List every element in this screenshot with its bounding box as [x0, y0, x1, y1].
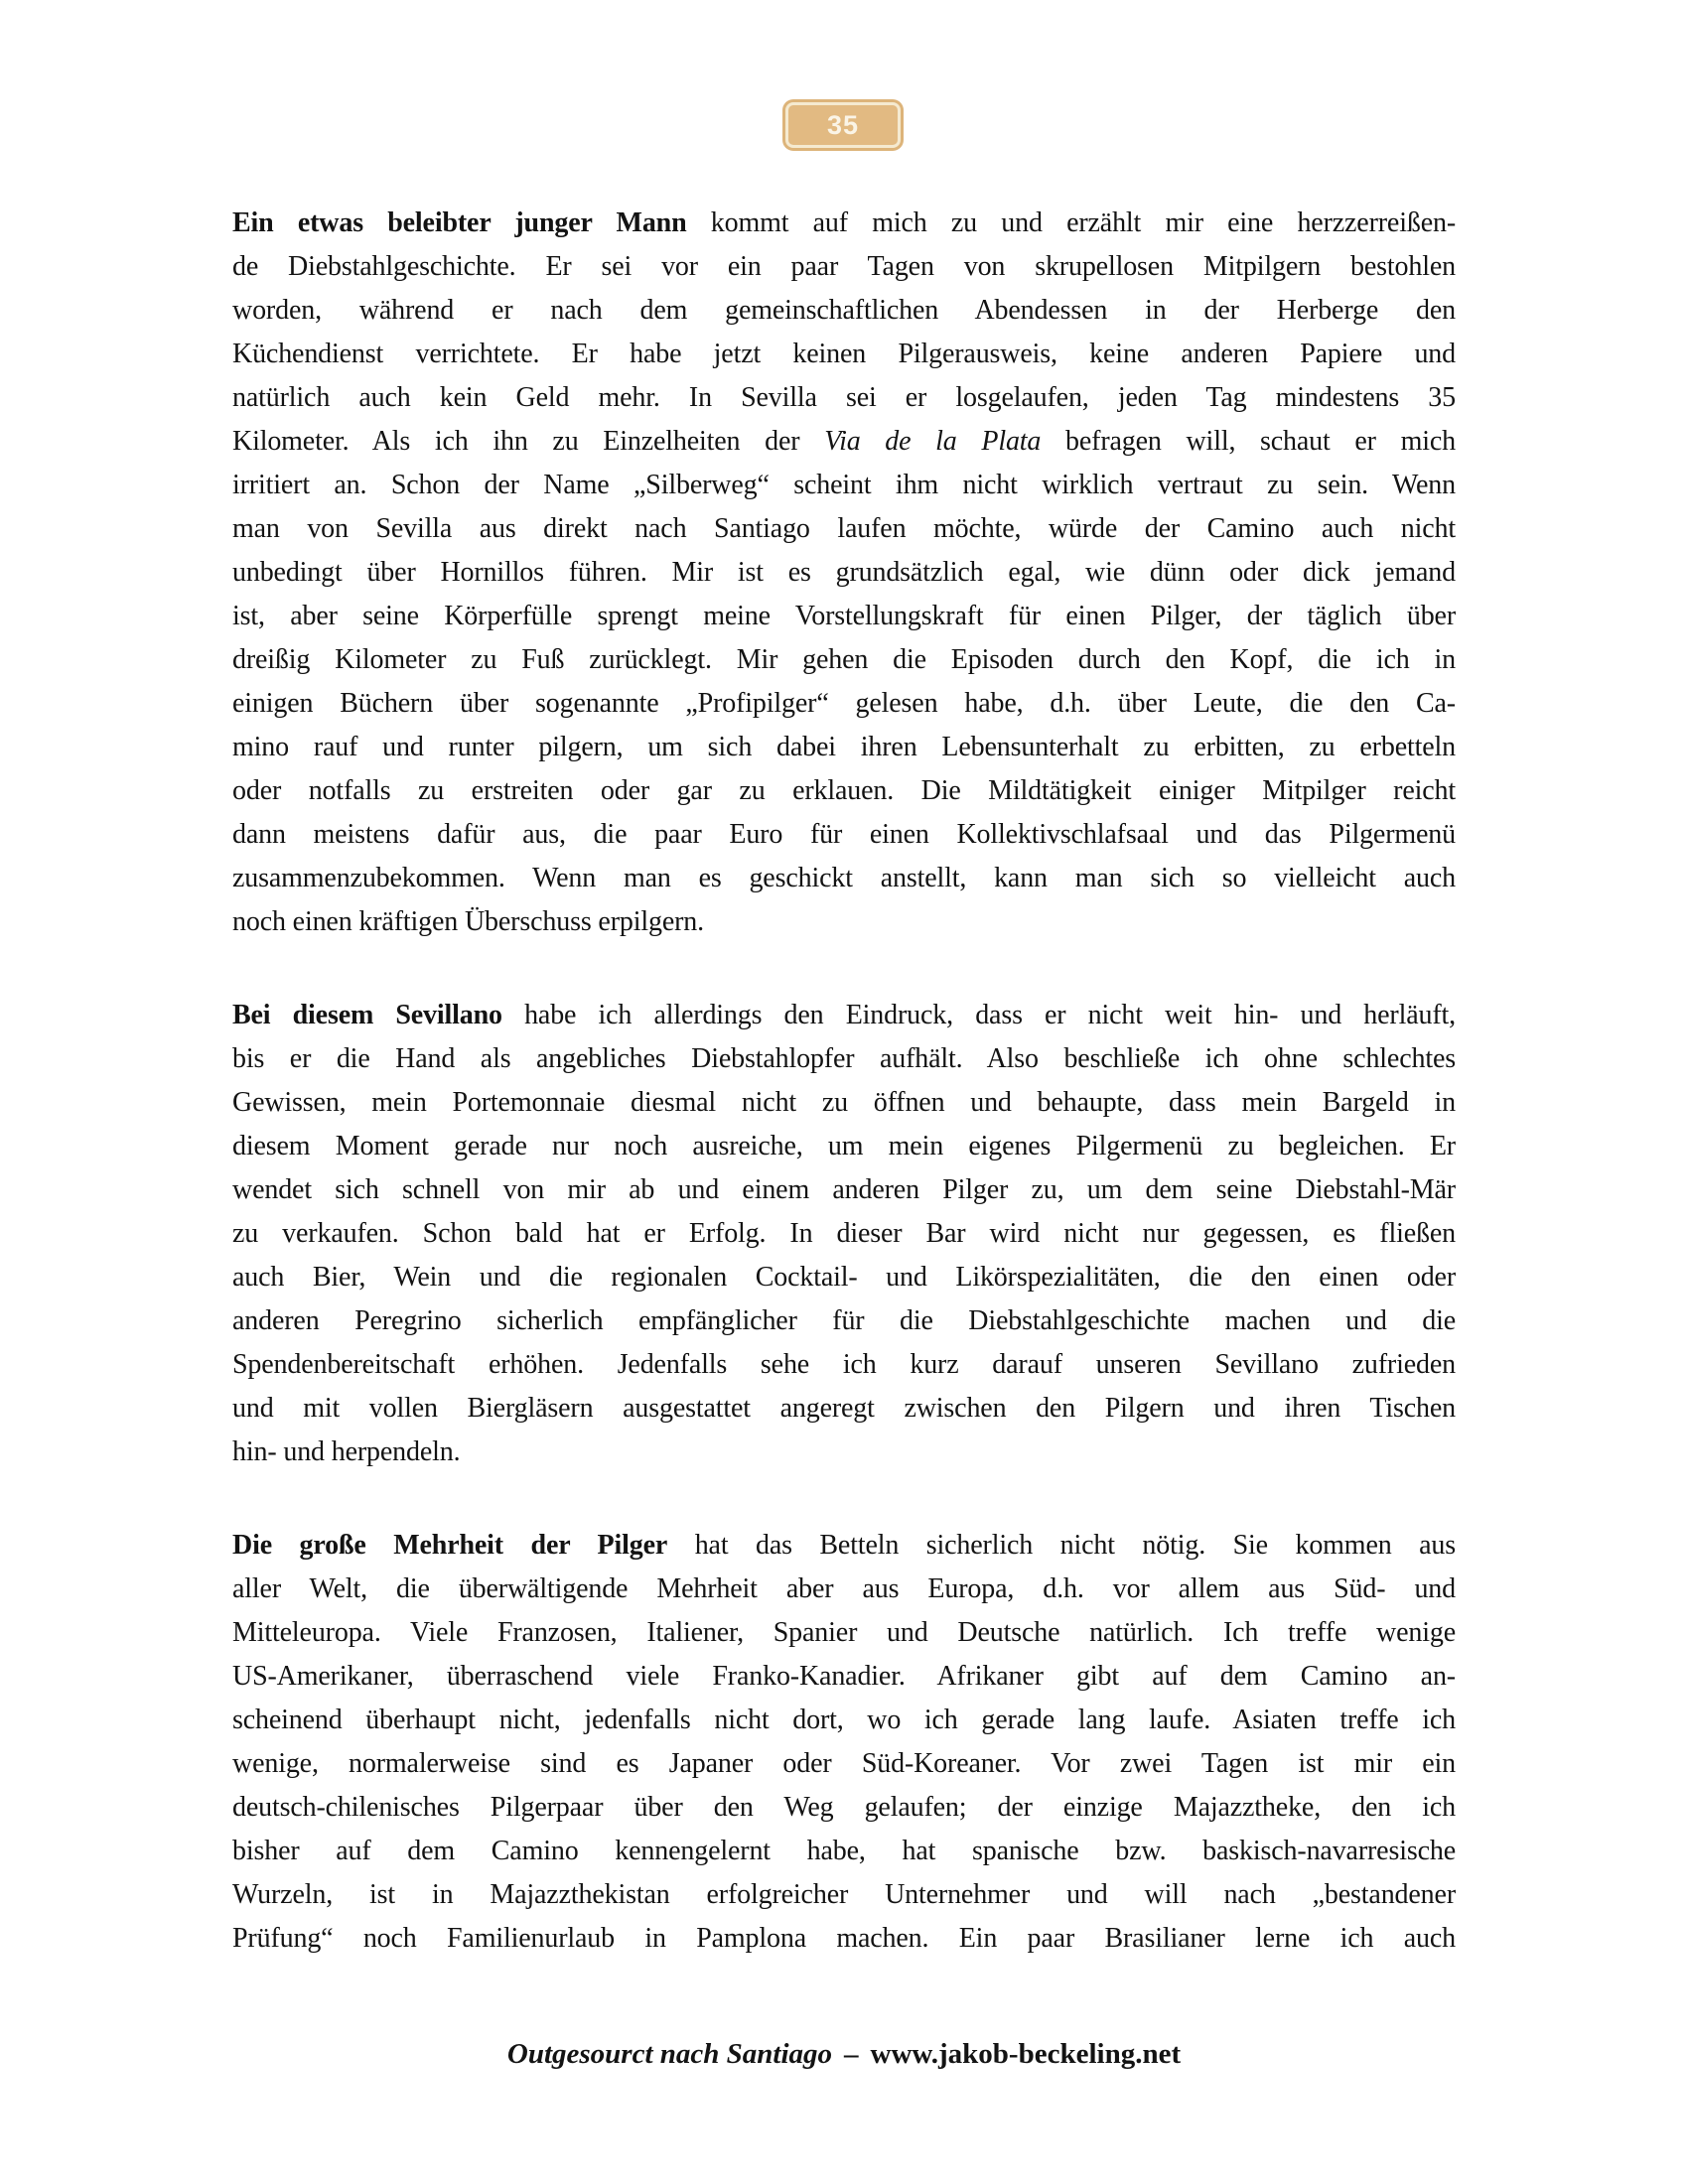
body-text: scheinend überhaupt nicht, jedenfalls nicht dort, wo ich gerade lang laufe. Asiaten treffe ich [232, 1705, 1456, 1735]
text-line [232, 1125, 1456, 1168]
page-number-badge [785, 102, 901, 148]
text-line [232, 551, 1456, 595]
body-text: Prüfung“ noch Familienurlaub in Pamplona machen. Ein paar Brasilianer lerne ich auch [232, 1923, 1456, 1954]
body-text: kommt auf mich zu und erzählt mir eine herzzerreißen- [686, 207, 1456, 238]
body-text: habe ich allerdings den Eindruck, dass er nicht weit hin- und herläuft, [501, 1000, 1456, 1030]
paragraph [232, 202, 1456, 944]
text-line [232, 1256, 1456, 1299]
body-text: Mitteleuropa. Viele Franzosen, Italiener, Spanier und Deutsche natürlich. Ich treffe wenige [232, 1617, 1456, 1648]
text-line [232, 813, 1456, 857]
footer-separator: – [844, 2038, 859, 2070]
body-text: und mit vollen Biergläsern ausgestattet angeregt zwischen den Pilgern und ihren Tischen [232, 1393, 1456, 1424]
text-line [232, 1830, 1456, 1873]
body-text: anderen Peregrino sicherlich empfänglicher für die Diebstahlgeschichte machen und die [232, 1305, 1456, 1336]
bold-text: Bei diesem Sevillano [232, 1000, 502, 1030]
body-text: man von Sevilla aus direkt nach Santiago laufen möchte, würde der Camino auch nicht [232, 513, 1456, 544]
text-line [232, 726, 1456, 769]
body-text: Küchendienst verrichtete. Er habe jetzt keinen Pilgerausweis, keine anderen Papiere und [232, 339, 1456, 369]
text-line [232, 1786, 1456, 1830]
page-footer [0, 2032, 1688, 2076]
body-text: worden, während er nach dem gemeinschaftlichen Abendessen in der Herberge den [232, 295, 1456, 326]
body-text: wendet sich schnell von mir ab und einem anderen Pilger zu, um dem seine Diebstahl-Mär [232, 1174, 1456, 1205]
text-line [232, 1699, 1456, 1742]
text-line [232, 1873, 1456, 1917]
body-text: befragen will, schaut er mich [1041, 426, 1456, 457]
body-text: irritiert an. Schon der Name „Silberweg“ scheint ihm nicht wirklich vertraut zu sein. Wenn [232, 470, 1456, 500]
paragraph [232, 1524, 1456, 1961]
body-text: hin- und herpendeln. [232, 1436, 461, 1467]
text-line [232, 245, 1456, 289]
body-text: bis er die Hand als angebliches Diebstahlopfer aufhält. Also beschließe ich ohne schlechtes [232, 1043, 1456, 1074]
body-text: dann meistens dafür aus, die paar Euro für einen Kollektivschlafsaal und das Pilgermenü [232, 819, 1456, 850]
text-line [232, 1343, 1456, 1387]
text-line [232, 1655, 1456, 1699]
text-line [232, 1568, 1456, 1611]
body-text: natürlich auch kein Geld mehr. In Sevilla sei er losgelaufen, jeden Tag mindestens 35 [232, 382, 1456, 413]
text-line [232, 420, 1456, 464]
text-line [232, 857, 1456, 900]
body-text: dreißig Kilometer zu Fuß zurücklegt. Mir gehen die Episoden durch den Kopf, die ich in [232, 644, 1456, 675]
text-line [232, 900, 1456, 944]
body-text: hat das Betteln sicherlich nicht nötig. Sie kommen aus [667, 1530, 1456, 1561]
footer-book-title: Outgesourct nach Santiago [506, 2038, 833, 2070]
paragraph [232, 994, 1456, 1474]
text-line [232, 333, 1456, 376]
text-line [232, 464, 1456, 507]
text-line [232, 769, 1456, 813]
text-line [232, 1611, 1456, 1655]
body-text: aller Welt, die überwältigende Mehrheit aber aus Europa, d.h. vor allem aus Süd- und [232, 1573, 1456, 1604]
text-line [232, 289, 1456, 333]
body-text: de Diebstahlgeschichte. Er sei vor ein paar Tagen von skrupellosen Mitpilgern bestohlen [232, 251, 1456, 282]
text-line [232, 1431, 1456, 1474]
text-line [232, 1917, 1456, 1961]
text-line [232, 1742, 1456, 1786]
text-column [232, 202, 1456, 1961]
body-text: wenige, normalerweise sind es Japaner oder Süd-Koreaner. Vor zwei Tagen ist mir ein [232, 1748, 1456, 1779]
body-text: Kilometer. Als ich ihn zu Einzelheiten der [232, 426, 825, 457]
text-line [232, 1524, 1456, 1568]
text-line [232, 202, 1456, 245]
body-text: einigen Büchern über sogenannte „Profipilger“ gelesen habe, d.h. über Leute, die den Ca- [232, 688, 1456, 719]
text-line [232, 595, 1456, 638]
page-number: 35 [826, 109, 860, 140]
body-text: auch Bier, Wein und die regionalen Cocktail- und Likörspezialitäten, die den einen oder [232, 1262, 1456, 1293]
body-text: Spendenbereitschaft erhöhen. Jedenfalls sehe ich kurz darauf unseren Sevillano zufrieden [232, 1349, 1456, 1380]
text-line [232, 1081, 1456, 1125]
text-line [232, 1037, 1456, 1081]
body-text: zu verkaufen. Schon bald hat er Erfolg. In dieser Bar wird nicht nur gegessen, es fließen [232, 1218, 1456, 1249]
text-line [232, 682, 1456, 726]
italic-text: Via de la Plata [824, 426, 1042, 457]
text-line [232, 994, 1456, 1037]
text-line [232, 376, 1456, 420]
text-line [232, 1212, 1456, 1256]
body-text: mino rauf und runter pilgern, um sich dabei ihren Lebensunterhalt zu erbitten, zu erbetteln [232, 732, 1456, 762]
text-line [232, 1387, 1456, 1431]
body-text: oder notfalls zu erstreiten oder gar zu erklauen. Die Mildtätigkeit einiger Mitpilger reicht [232, 775, 1456, 806]
bold-text: Die große Mehrheit der Pilger [232, 1530, 668, 1561]
body-text: noch einen kräftigen Überschuss erpilgern. [232, 906, 704, 937]
text-line [232, 638, 1456, 682]
body-text: US-Amerikaner, überraschend viele Franko-Kanadier. Afrikaner gibt auf dem Camino an- [232, 1661, 1456, 1692]
body-text: deutsch-chilenisches Pilgerpaar über den Weg gelaufen; der einzige Majazztheke, den ich [232, 1792, 1456, 1823]
text-line [232, 507, 1456, 551]
bold-text: Ein etwas beleibter junger Mann [232, 207, 687, 238]
body-text: bisher auf dem Camino kennengelernt habe, hat spanische bzw. baskisch-navarresische [232, 1836, 1456, 1866]
body-text: ist, aber seine Körperfülle sprengt meine Vorstellungskraft für einen Pilger, der täglich über [232, 601, 1456, 631]
text-line [232, 1168, 1456, 1212]
body-text: zusammenzubekommen. Wenn man es geschickt anstellt, kann man sich so vielleicht auch [232, 863, 1456, 893]
body-text: Wurzeln, ist in Majazzthekistan erfolgreicher Unternehmer und will nach „bestandener [232, 1879, 1456, 1910]
body-text: unbedingt über Hornillos führen. Mir ist es grundsätzlich egal, wie dünn oder dick jemand [232, 557, 1456, 588]
body-text: diesem Moment gerade nur noch ausreiche, um mein eigenes Pilgermenü zu begleichen. Er [232, 1131, 1456, 1161]
footer-website: www.jakob-beckeling.net [870, 2038, 1182, 2070]
body-text: Gewissen, mein Portemonnaie diesmal nicht zu öffnen und behaupte, dass mein Bargeld in [232, 1087, 1456, 1118]
text-line [232, 1299, 1456, 1343]
